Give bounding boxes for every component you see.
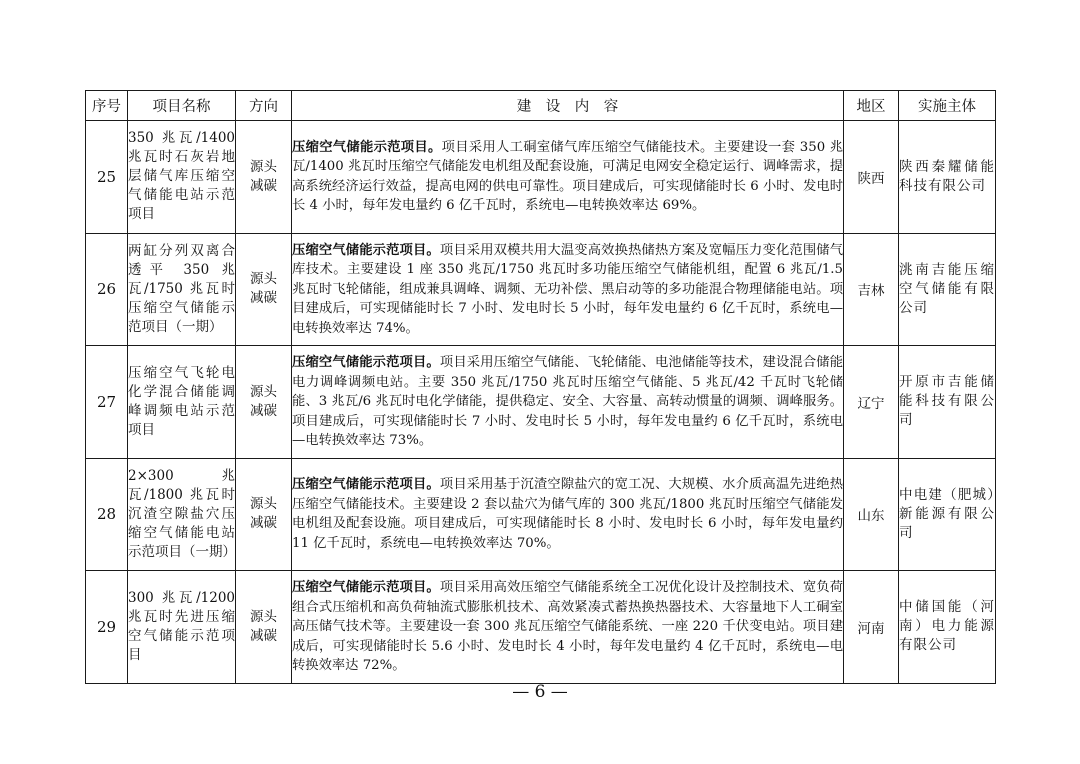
header-direction: 方向 [236, 91, 292, 121]
row-direction [236, 121, 292, 234]
row-direction [236, 233, 292, 346]
row-content [292, 121, 844, 234]
row-seq: 29 [86, 571, 128, 684]
row-project-name: 350 兆瓦/1400兆瓦时石灰岩地层储气库压缩空气储能电站示范项目 [128, 121, 236, 234]
row-project-name: 压缩空气飞轮电化学混合储能调峰调频电站示范项目 [128, 346, 236, 459]
row-seq: 27 [86, 346, 128, 459]
header-region: 地区 [844, 91, 899, 121]
row-region: 辽宁 [844, 346, 899, 459]
row-content-body: 项目采用双模共用大温变高效换热储热方案及宽幅压力变化范围储气库技术。主要建设 1 座 350 兆瓦/1750 兆瓦时多功能压缩空气储能机组，配置 6 兆瓦/1.5 兆瓦时飞轮储能，组成兼具调峰、调频、无功补偿、黑启动等的多功能混合物理储能电站。项目建成后，可实现储能时长 7 小时、发电时长 5 小时，每年发电量约 6 亿千瓦时，系统电—电转换效率达 74%。 [292, 242, 844, 336]
row-seq: 28 [86, 458, 128, 571]
row-project-name: 2×300 兆瓦/1800 兆瓦时沉渣空隙盐穴压缩空气储能电站示范项目（一期） [128, 458, 236, 571]
row-content [292, 571, 844, 684]
row-content-lead: 压缩空气储能示范项目。 [292, 477, 440, 493]
row-content [292, 233, 844, 346]
table-row [86, 121, 996, 234]
row-content [292, 346, 844, 459]
row-content-body: 项目采用压缩空气储能、飞轮储能、电池储能等技术，建设混合储能电力调峰调频电站。主要 350 兆瓦/1750 兆瓦时压缩空气储能、5 兆瓦/42 千瓦时飞轮储能、3 兆瓦/6 兆瓦时电化学储能，提供稳定、安全、大容量、高转动惯量的调频、调峰服务。项目建成后，可实现储能时长 7 小时、发电时长 5 小时，每年发电量约 6 亿千瓦时，系统电—电转换效率达 73%。 [292, 355, 844, 448]
row-direction-text: 源头减碳 [250, 271, 277, 307]
header-owner: 实施主体 [899, 91, 996, 121]
row-direction-text: 源头减碳 [250, 383, 277, 419]
row-content-body: 项目采用高效压缩空气储能系统全工况优化设计及控制技术、宽负荷组合式压缩机和高负荷轴流式膨胀机技术、高效紧凑式蓄热换热器技术、大容量地下人工硐室高压储气技术等。主要建设一套 300 兆瓦压缩空气储能系统、一座 220 千伏变电站。项目建成后，可实现储能时长 5.6 小时、发电时长 4 小时，每年发电量约 4 亿千瓦时，系统电—电转换效率达 72%。 [292, 580, 844, 673]
project-table [85, 90, 996, 684]
row-region: 陕西 [844, 121, 899, 234]
row-seq: 25 [86, 121, 128, 234]
row-region: 吉林 [844, 233, 899, 346]
row-content-body: 项目采用基于沉渣空隙盐穴的宽工况、大规模、水介质高温先进绝热压缩空气储能技术。主要建设 2 套以盐穴为储气库的 300 兆瓦/1800 兆瓦时压缩空气储能发电机组及配套设施。项目建成后，可实现储能时长 8 小时、发电时长 6 小时，每年发电量约 11 亿千瓦时，系统电—电转换效率达 70%。 [292, 477, 844, 551]
row-content-lead: 压缩空气储能示范项目。 [292, 242, 440, 258]
table-row [86, 458, 996, 571]
row-content-lead: 压缩空气储能示范项目。 [292, 355, 440, 370]
row-owner: 陕西秦耀储能科技有限公司 [899, 121, 996, 234]
row-project-name: 300 兆瓦/1200 兆瓦时先进压缩空气储能示范项目 [128, 571, 236, 684]
row-owner: 开原市吉能储能科技有限公司 [899, 346, 996, 459]
row-owner: 中储国能（河南）电力能源有限公司 [899, 571, 996, 684]
row-owner: 中电建（肥城）新能源有限公司 [899, 458, 996, 571]
header-content: 建 设 内 容 [292, 91, 844, 121]
row-region: 山东 [844, 458, 899, 571]
table-header-row [86, 91, 996, 121]
row-direction [236, 458, 292, 571]
row-direction [236, 571, 292, 684]
header-name: 项目名称 [128, 91, 236, 121]
row-project-name: 两缸分列双离合透平 350 兆瓦/1750 兆瓦时压缩空气储能示范项目（一期） [128, 233, 236, 346]
row-direction-text: 源头减碳 [250, 158, 277, 194]
row-direction [236, 346, 292, 459]
row-content [292, 458, 844, 571]
table-row [86, 346, 996, 459]
row-seq: 26 [86, 233, 128, 346]
table-row [86, 571, 996, 684]
row-direction-text: 源头减碳 [250, 608, 277, 644]
row-content-lead: 压缩空气储能示范项目。 [292, 580, 440, 595]
header-seq: 序号 [86, 91, 128, 121]
row-region: 河南 [844, 571, 899, 684]
page-number: — 6 — [512, 682, 568, 702]
row-owner: 洮南吉能压缩空气储能有限公司 [899, 233, 996, 346]
table-row [86, 233, 996, 346]
row-content-body: 项目采用人工硐室储气库压缩空气储能技术。主要建设一套 350 兆瓦/1400 兆瓦时压缩空气储能发电机组及配套设施，可满足电网安全稳定运行、调峰需求，提高系统经济运行效益，提高电网的供电可靠性。项目建成后，可实现储能时长 6 小时、发电时长 4 小时，每年发电量约 6 亿千瓦时，系统电—电转换效率达 69%。 [292, 139, 843, 214]
row-content-lead: 压缩空气储能示范项目。 [292, 139, 442, 155]
row-direction-text: 源头减碳 [250, 496, 277, 532]
